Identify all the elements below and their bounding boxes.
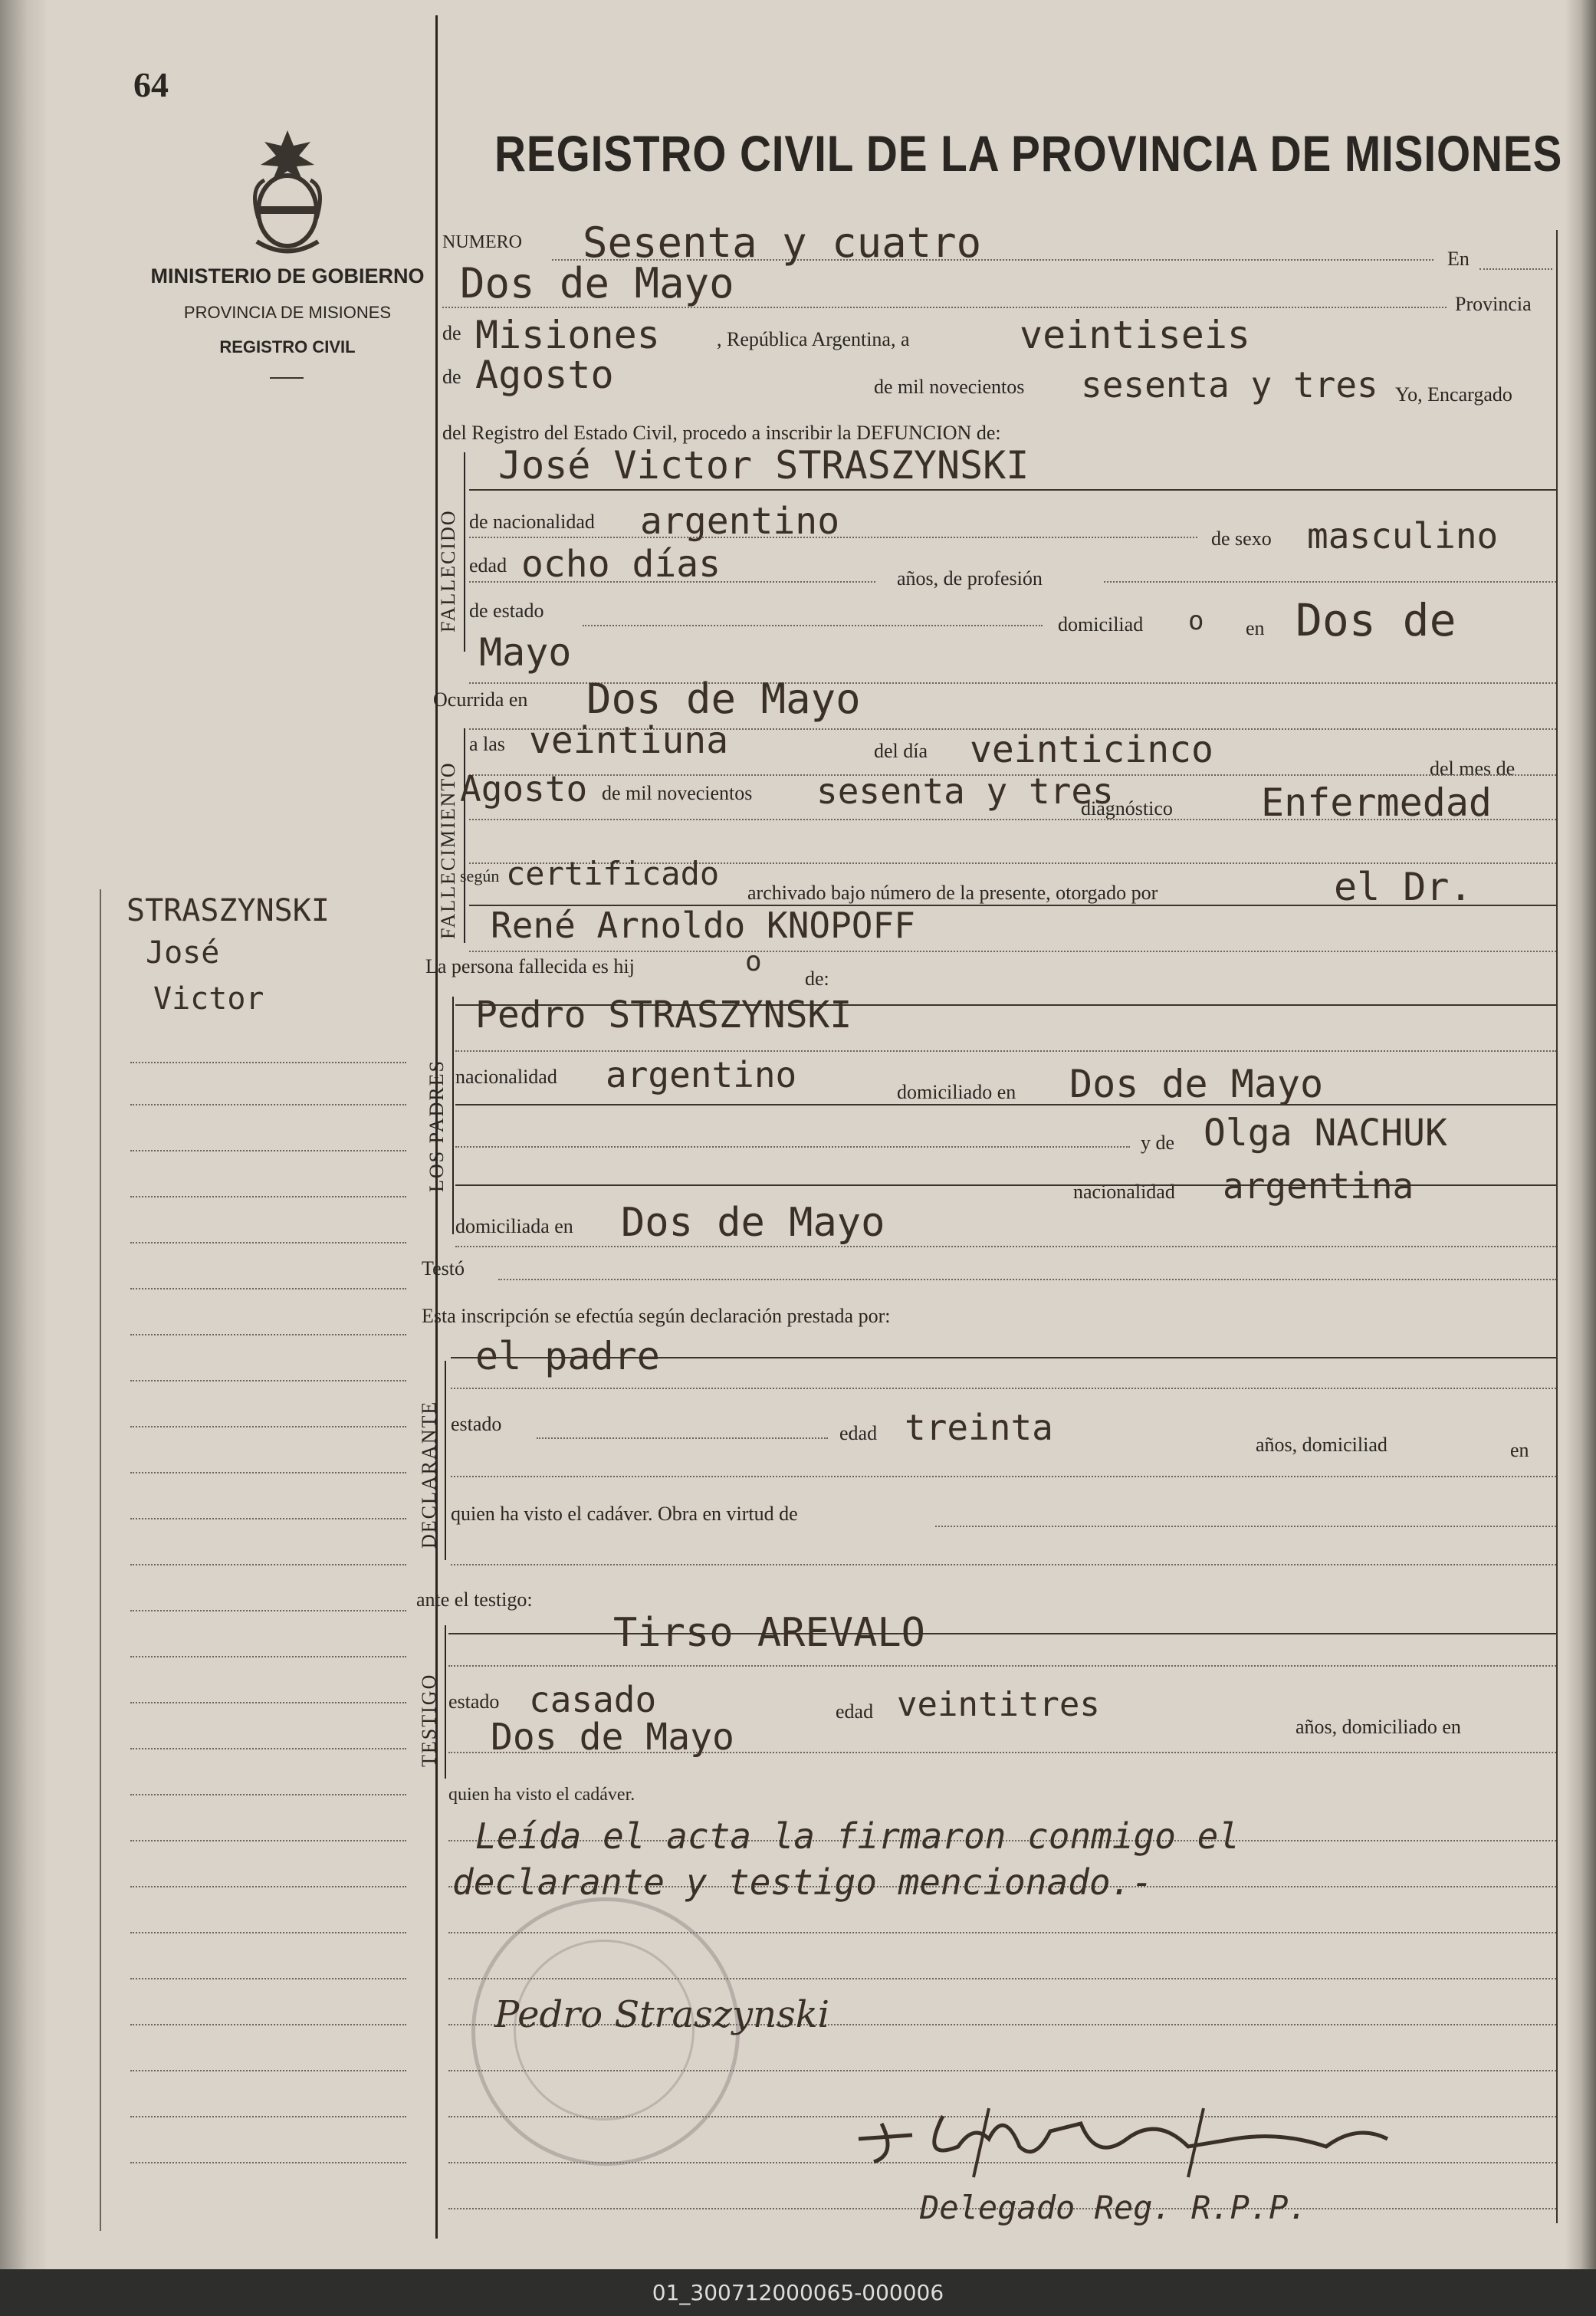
dotted-line — [448, 1665, 1556, 1667]
label-ocurrida: Ocurrida en — [433, 688, 528, 711]
entry-cierre-1: Leída el acta la firmaron conmigo el — [475, 1815, 1240, 1857]
image-identifier: 01_300712000065-000006 — [0, 2269, 1596, 2316]
page-number: 64 — [133, 65, 169, 104]
entry-declarante-edad: treinta — [905, 1407, 1053, 1448]
entry-edad: ocho días — [521, 543, 721, 586]
label-testigo-edad: edad — [836, 1700, 874, 1723]
dotted-line — [455, 1146, 1130, 1148]
label-provincia: Provincia — [1455, 293, 1532, 315]
label-domiciliado-en: domiciliado en — [897, 1081, 1016, 1103]
margin-line — [130, 1380, 406, 1381]
section-declarante: DECLARANTE — [418, 1400, 440, 1549]
entry-diagnostico: Enfermedad — [1261, 780, 1493, 825]
label-quien-visto-2: quien ha visto el cadáver. — [448, 1785, 635, 1805]
margin-line — [130, 1104, 406, 1105]
margin-line — [130, 1932, 406, 1933]
margin-line — [130, 1150, 406, 1151]
entry-declarante: el padre — [475, 1334, 660, 1378]
document-title: REGISTRO CIVIL DE LA PROVINCIA DE MISIONES — [494, 125, 1563, 182]
dotted-line — [455, 1050, 1556, 1052]
label-anos-profesion: años, de profesión — [897, 567, 1043, 590]
signature-oficial-title: Delegado Reg. R.P.P. — [920, 2189, 1308, 2226]
label-persona: La persona fallecida es hij — [425, 955, 635, 977]
entry-dia: veintiseis — [1020, 313, 1251, 357]
label-edad: edad — [469, 554, 507, 577]
entry-testigo: Tirso AREVALO — [613, 1610, 925, 1656]
margin-rule-left — [100, 889, 101, 2231]
dotted-line — [1479, 268, 1552, 270]
margin-line — [130, 1886, 406, 1887]
rule — [469, 489, 1556, 491]
label-inscripcion: Esta inscripción se efectúa según declaración prestada por: — [422, 1305, 891, 1327]
entry-hijo-suffix: o — [745, 946, 762, 977]
label-ante-testigo: ante el testigo: — [416, 1588, 533, 1611]
dotted-line — [935, 1526, 1556, 1527]
entry-testigo-domicilio: Dos de Mayo — [491, 1716, 734, 1759]
entry-domicilio-1: Dos de — [1296, 594, 1456, 646]
margin-line — [130, 2024, 406, 2025]
margin-line — [130, 1426, 406, 1427]
label-declarante-estado: estado — [451, 1413, 502, 1435]
page-edge — [1565, 0, 1596, 2269]
margin-line — [130, 1748, 406, 1749]
margin-line — [130, 1288, 406, 1289]
signature-oficial-icon — [851, 2093, 1510, 2185]
margin-line — [130, 2116, 406, 2117]
label-testigo-estado: estado — [448, 1690, 500, 1713]
label-del-mes: del mes de — [1430, 757, 1516, 780]
label-madre-nacionalidad: nacionalidad — [1073, 1181, 1175, 1203]
dotted-line — [455, 1246, 1556, 1247]
margin-line — [130, 1702, 406, 1703]
margin-line — [130, 1196, 406, 1197]
label-domiciliada-en: domiciliada en — [455, 1215, 573, 1237]
entry-numero: Sesenta y cuatro — [583, 218, 982, 267]
ministry-underline — [270, 377, 304, 379]
section-padres: LOS PADRES — [425, 1059, 448, 1192]
margin-line — [130, 1062, 406, 1063]
bracket-declarante — [445, 1361, 446, 1560]
entry-padre-domicilio: Dos de Mayo — [1069, 1062, 1324, 1106]
margin-line — [130, 1334, 406, 1335]
entry-hora: veintiuna — [529, 719, 729, 762]
label-de-colon: de: — [805, 967, 829, 990]
margin-line — [130, 1610, 406, 1611]
margin-nombre-2: Victor — [153, 981, 264, 1017]
label-sexo: de sexo — [1211, 527, 1272, 550]
section-fallecimiento: FALLECIMIENTO — [437, 761, 459, 939]
margin-line — [130, 1242, 406, 1243]
section-fallecido: FALLECIDO — [437, 509, 459, 632]
entry-madre-nacionalidad: argentina — [1223, 1165, 1414, 1207]
label-quien-visto: quien ha visto el cadáver. Obra en virtud de — [451, 1503, 798, 1525]
dotted-line — [1104, 581, 1556, 583]
label-y-de: y de — [1141, 1132, 1175, 1154]
entry-cierre-2: declarante y testigo mencionado.- — [452, 1861, 1153, 1903]
margin-line — [130, 1564, 406, 1565]
dotted-line — [498, 1279, 1556, 1280]
margin-line — [130, 1518, 406, 1519]
margin-nombre-1: José — [146, 935, 220, 971]
margin-line — [130, 2070, 406, 2071]
label-padre-nacionalidad: nacionalidad — [455, 1066, 557, 1088]
margin-apellido: STRASZYNSKI — [126, 893, 330, 928]
entry-ocurrida: Dos de Mayo — [586, 675, 861, 723]
label-de-mil-2: de mil novecientos — [602, 782, 753, 804]
label-diagnostico: diagnóstico — [1081, 797, 1173, 820]
entry-padre-nacionalidad: argentino — [606, 1054, 797, 1096]
margin-line — [130, 2162, 406, 2163]
bracket-fallecimiento — [464, 728, 465, 943]
entry-ano: sesenta y tres — [1081, 364, 1378, 406]
ministry-name: MINISTERIO DE GOBIERNO — [150, 264, 425, 287]
entry-fallecido-nombre: José Victor STRASZYNSKI — [498, 443, 1030, 488]
label-republica: , República Argentina, a — [717, 328, 910, 350]
margin-line — [130, 1978, 406, 1979]
label-anos-domiciliad: años, domiciliad — [1256, 1434, 1387, 1456]
entry-medico: René Arnoldo KNOPOFF — [491, 905, 915, 946]
coat-of-arms-icon — [249, 126, 326, 257]
margin-line — [130, 1472, 406, 1473]
bracket-fallecido — [464, 452, 465, 652]
label-archivado: archivado bajo número de la presente, otorgado por — [747, 882, 1158, 904]
rule — [455, 1104, 1556, 1105]
entry-ano-fallec: sesenta y tres — [816, 770, 1114, 812]
label-yo-encargado: Yo, Encargado — [1395, 383, 1512, 406]
label-domiciliad: domiciliad — [1058, 613, 1144, 636]
form-right-rule — [1556, 230, 1558, 2223]
margin-line — [130, 1840, 406, 1841]
label-de-mil: de mil novecientos — [874, 376, 1025, 398]
ministry-registry: REGISTRO CIVIL — [219, 337, 356, 356]
bracket-testigo — [445, 1625, 446, 1779]
book-spine — [0, 0, 46, 2269]
dotted-line — [451, 1476, 1556, 1477]
dotted-line — [451, 1564, 1556, 1565]
entry-estado-o: o — [1188, 606, 1204, 636]
entry-madre: Olga NACHUK — [1204, 1112, 1447, 1155]
label-testo: Testó — [422, 1257, 465, 1280]
label-en: En — [1447, 248, 1470, 270]
label-numero: NUMERO — [442, 232, 523, 252]
margin-line — [130, 1656, 406, 1657]
entry-madre-domicilio: Dos de Mayo — [621, 1200, 885, 1246]
label-de-2: de — [442, 366, 461, 388]
entry-padre: Pedro STRASZYNSKI — [475, 994, 852, 1036]
label-anos-domiciliado: años, domiciliado en — [1296, 1716, 1461, 1738]
entry-dia-fallec: veinticinco — [970, 728, 1213, 771]
entry-testigo-estado: casado — [529, 1679, 657, 1720]
entry-mes: Agosto — [475, 353, 614, 397]
signature-padre: Pedro Straszynski — [494, 1993, 830, 2036]
bracket-padres — [452, 997, 454, 1234]
dotted-line — [469, 951, 1556, 952]
label-declarante-edad: edad — [839, 1422, 878, 1444]
label-del-dia: del día — [874, 740, 928, 762]
label-nacionalidad: de nacionalidad — [469, 511, 595, 533]
margin-line — [130, 1794, 406, 1795]
label-registro-line: del Registro del Estado Civil, procedo a inscribir la DEFUNCION de: — [442, 422, 1001, 444]
label-de-estado: de estado — [469, 600, 544, 622]
section-testigo: TESTIGO — [418, 1673, 440, 1767]
dotted-line — [583, 625, 1043, 626]
entry-testigo-edad: veintitres — [897, 1685, 1100, 1724]
label-en-2: en — [1510, 1439, 1529, 1461]
entry-domicilio-2: Mayo — [479, 630, 572, 675]
label-a-las: a las — [469, 733, 505, 755]
entry-sexo: masculino — [1307, 515, 1499, 557]
entry-nacionalidad: argentino — [640, 500, 840, 543]
ministry-province: PROVINCIA DE MISIONES — [183, 303, 392, 322]
entry-localidad: Dos de Mayo — [460, 259, 734, 307]
label-de-1: de — [442, 322, 461, 344]
entry-provincia: Misiones — [475, 313, 660, 357]
dotted-line — [537, 1437, 828, 1439]
label-en-lower: en — [1246, 617, 1265, 639]
dotted-line — [451, 1388, 1556, 1389]
entry-otorgado-por: el Dr. — [1334, 865, 1473, 909]
entry-certificado: certificado — [506, 855, 720, 892]
label-segun: según — [460, 866, 500, 885]
entry-mes-fallec: Agosto — [460, 768, 588, 810]
